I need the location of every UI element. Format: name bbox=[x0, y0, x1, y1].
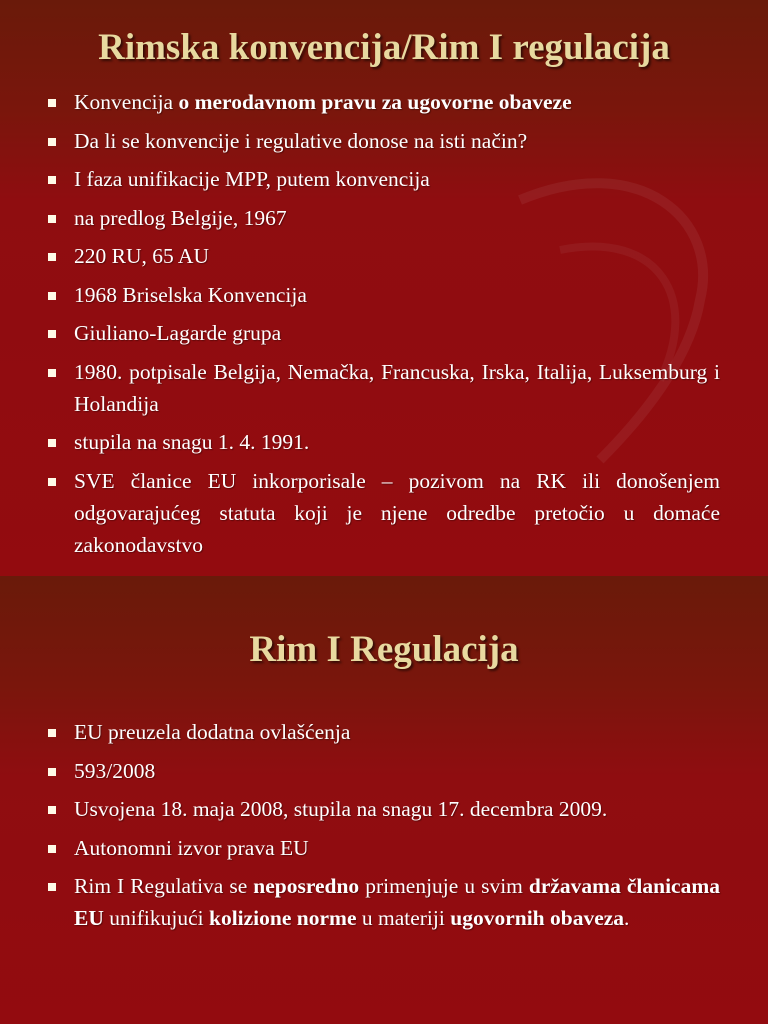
square-bullet-icon bbox=[48, 845, 56, 853]
square-bullet-icon bbox=[48, 729, 56, 737]
square-bullet-icon bbox=[48, 330, 56, 338]
slide-title: Rimska konvencija/Rim I regulacija bbox=[98, 27, 670, 68]
bullet-item: EU preuzela dodatna ovlašćenja bbox=[74, 716, 720, 748]
bullet-list bbox=[0, 716, 768, 941]
bullet-item: 1968 Briselska Konvencija bbox=[74, 279, 720, 311]
square-bullet-icon bbox=[48, 99, 56, 107]
bullet-item: Autonomni izvor prava EU bbox=[74, 832, 720, 864]
bullet-item: Konvencija o merodavnom pravu za ugovorne obaveze bbox=[74, 86, 720, 118]
square-bullet-icon bbox=[48, 369, 56, 377]
bullet-item: Giuliano-Lagarde grupa bbox=[74, 317, 720, 349]
bullet-item: SVE članice EU inkorporisale – pozivom na RK ili donošenjem odgovarajućeg statuta koji je njene odredbe pretočio u domaće zakonodavstvo bbox=[74, 465, 720, 561]
bullet-item: I faza unifikacije MPP, putem konvencija bbox=[74, 163, 720, 195]
square-bullet-icon bbox=[48, 253, 56, 261]
bullet-item: 220 RU, 65 AU bbox=[74, 240, 720, 272]
bullet-item: na predlog Belgije, 1967 bbox=[74, 202, 720, 234]
square-bullet-icon bbox=[48, 883, 56, 891]
square-bullet-icon bbox=[48, 176, 56, 184]
bullet-item: Da li se konvencije i regulative donose na isti način? bbox=[74, 125, 720, 157]
bullet-item: 1980. potpisale Belgija, Nemačka, Francuska, Irska, Italija, Luksemburg i Holandija bbox=[74, 356, 720, 420]
square-bullet-icon bbox=[48, 138, 56, 146]
square-bullet-icon bbox=[48, 292, 56, 300]
bullet-item: stupila na snagu 1. 4. 1991. bbox=[74, 426, 720, 458]
square-bullet-icon bbox=[48, 806, 56, 814]
square-bullet-icon bbox=[48, 439, 56, 447]
square-bullet-icon bbox=[48, 768, 56, 776]
square-bullet-icon bbox=[48, 478, 56, 486]
slide-rim-i-regulacija bbox=[0, 576, 768, 1024]
slide-title: Rim I Regulacija bbox=[249, 629, 519, 670]
bullet-list bbox=[0, 86, 768, 567]
bullet-item: Usvojena 18. maja 2008, stupila na snagu 17. decembra 2009. bbox=[74, 793, 720, 825]
square-bullet-icon bbox=[48, 215, 56, 223]
bullet-item: Rim I Regulativa se neposredno primenjuje u svim državama članicama EU unifikujući kolizione norme u materiji ugovornih obaveza. bbox=[74, 870, 720, 934]
bullet-item: 593/2008 bbox=[74, 755, 720, 787]
